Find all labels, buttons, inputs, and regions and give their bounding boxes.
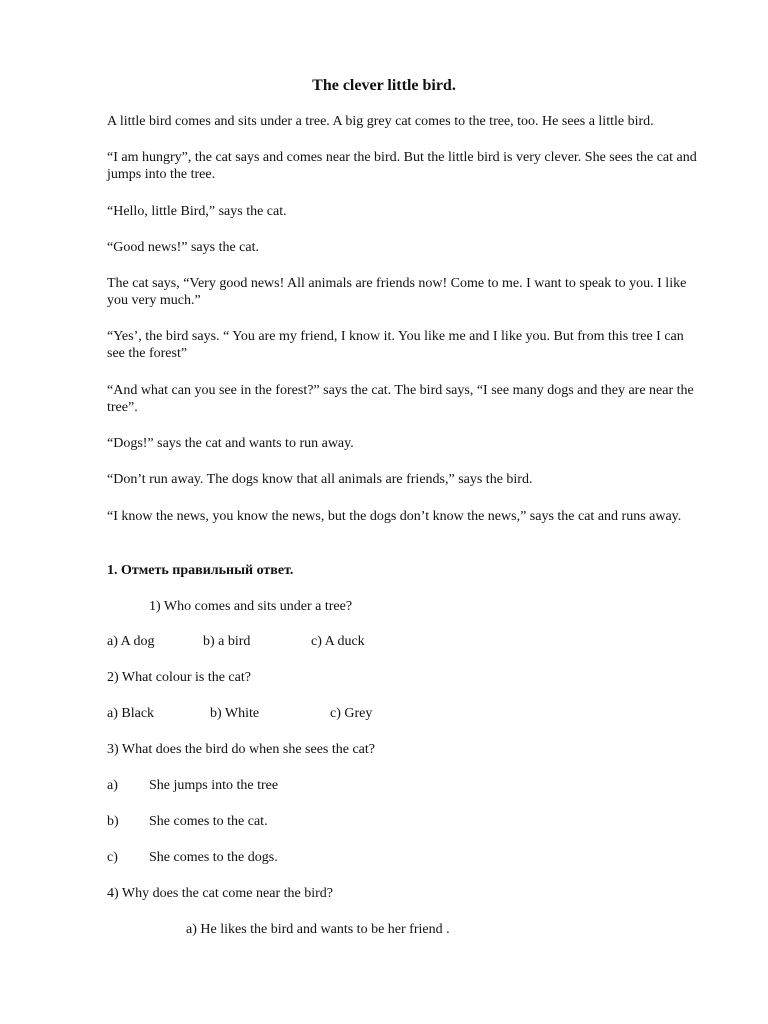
q1-option-b[interactable]: b) a bird xyxy=(203,634,251,649)
story-title: The clever little bird. xyxy=(312,77,456,94)
q3-option-a-letter: a) xyxy=(107,778,118,793)
story-paragraph-2: “I am hungry”, the cat says and comes near the bird. But the little bird is very clever. She sees the cat and jumps into the tree. xyxy=(107,150,697,182)
q2-option-a[interactable]: a) Black xyxy=(107,706,155,721)
q3-option-b[interactable]: She comes to the cat. xyxy=(149,814,268,829)
story-paragraph-6: “Yes’, the bird says. “ You are my friend, I know it. You like me and I like you. But from this tree I can see the forest” xyxy=(107,329,684,361)
q3-option-c[interactable]: She comes to the dogs. xyxy=(149,850,278,865)
story-paragraph-1: A little bird comes and sits under a tree. A big grey cat comes to the tree, too. He sees a little bird. xyxy=(107,114,654,129)
story-paragraph-7: “And what can you see in the forest?” says the cat. The bird says, “I see many dogs and they are near the tree”. xyxy=(107,383,694,415)
question-2: 2) What colour is the cat? xyxy=(107,670,251,685)
question-4: 4) Why does the cat come near the bird? xyxy=(107,886,333,901)
q3-option-b-letter: b) xyxy=(107,814,119,829)
story-paragraph-9: “Don’t run away. The dogs know that all animals are friends,” says the bird. xyxy=(107,472,533,487)
story-paragraph-8: “Dogs!” says the cat and wants to run away. xyxy=(107,436,354,451)
q1-option-a[interactable]: a) A dog xyxy=(107,634,155,649)
story-paragraph-3: “Hello, little Bird,” says the cat. xyxy=(107,204,287,219)
story-paragraph-10: “I know the news, you know the news, but the dogs don’t know the news,” says the cat and runs away. xyxy=(107,509,682,524)
question-3: 3) What does the bird do when she sees the cat? xyxy=(107,742,375,757)
q2-option-c[interactable]: c) Grey xyxy=(330,706,373,721)
q2-option-b[interactable]: b) White xyxy=(210,706,260,721)
q3-option-a[interactable]: She jumps into the tree xyxy=(149,778,279,793)
story-paragraph-4: “Good news!” says the cat. xyxy=(107,240,260,255)
q3-option-c-letter: c) xyxy=(107,850,118,865)
story-paragraph-5: The cat says, “Very good news! All animals are friends now! Come to me. I want to speak to you. I like you very much.” xyxy=(107,276,687,308)
task-heading: 1. Отметь правильный ответ. xyxy=(107,563,294,578)
q4-option-a[interactable]: a) He likes the bird and wants to be her friend . xyxy=(186,922,450,937)
q1-option-c[interactable]: c) A duck xyxy=(311,634,365,649)
question-1: 1) Who comes and sits under a tree? xyxy=(149,599,353,614)
